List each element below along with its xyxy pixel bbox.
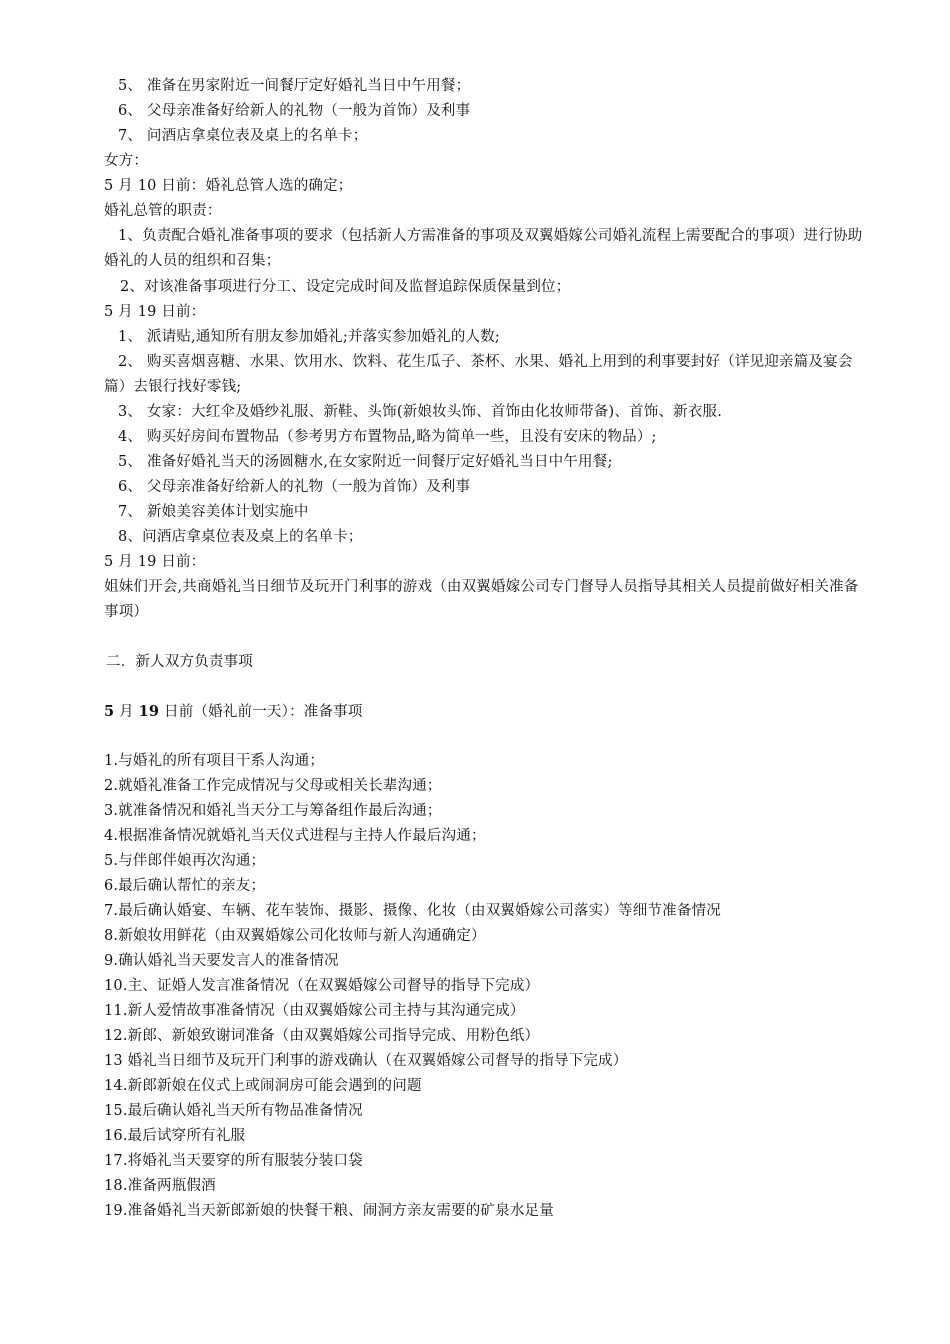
duties-heading: 婚礼总管的职责： xyxy=(104,203,222,219)
subtitle-date-day: 19 xyxy=(138,703,160,720)
prep-item-7: 7.最后确认婚宴、车辆、花车装饰、摄影、摄像、化妆（由双翼婚嫁公司落实）等细节准备情况 xyxy=(104,903,721,919)
duty-1: 1、负责配合婚礼准备事项的要求（包括新人方需准备的事项及双翼婚嫁公司婚礼流程上需要配合的事项）进行协助婚礼的人员的组织和召集； xyxy=(104,228,863,269)
prep-item-16: 16.最后试穿所有礼服 xyxy=(104,1128,246,1144)
prep-item-5: 5.与伴郎伴娘再次沟通； xyxy=(104,853,266,869)
may19-a-heading: 5 月 19 日前： xyxy=(104,304,206,320)
may19-a-item-7: 7、 新娘美容美体计划实施中 xyxy=(118,504,309,520)
prep-item-11: 11.新人爱情故事准备情况（由双翼婚嫁公司主持与其沟通完成） xyxy=(104,1003,525,1019)
prep-item-18: 18.准备两瓶假酒 xyxy=(104,1178,216,1194)
prep-item-9: 9.确认婚礼当天要发言人的准备情况 xyxy=(104,953,339,969)
prep-item-10: 10.主、证婚人发言准备情况（在双翼婚嫁公司督导的指导下完成） xyxy=(104,978,540,994)
may19-b-text: 姐妹们开会,共商婚礼当日细节及玩开门利事的游戏（由双翼婚嫁公司专门督导人员指导其相关人员提前做好相关准备事项） xyxy=(104,579,859,620)
prep-item-12: 12.新郎、新娘致谢词准备（由双翼婚嫁公司指导完成、用粉色纸） xyxy=(104,1028,540,1044)
may10-line: 5 月 10 日前：婚礼总管人选的确定； xyxy=(104,178,353,194)
section2-subtitle xyxy=(104,700,870,725)
prep-item-1: 1.与婚礼的所有项目干系人沟通； xyxy=(104,753,325,769)
prep-item-2: 2.就婚礼准备工作完成情况与父母或相关长辈沟通； xyxy=(104,778,442,794)
may19-a-item-3: 3、 女家：大红伞及婚纱礼服、新鞋、头饰(新娘妆头饰、首饰由化妆师带备)、首饰、新衣服. xyxy=(118,404,723,420)
prep-item-6: 6.最后确认帮忙的亲友； xyxy=(104,878,266,894)
men-item-5: 5、 准备在男家附近一间餐厅定好婚礼当日中午用餐； xyxy=(118,78,471,94)
prep-item-17: 17.将婚礼当天要穿的所有服装分装口袋 xyxy=(104,1153,363,1169)
duty-2: 2、对该准备事项进行分工、设定完成时间及监督追踪保质保量到位； xyxy=(120,279,571,295)
section2-title: 二．新人双方负责事项 xyxy=(106,654,253,670)
subtitle-date-month: 5 xyxy=(104,703,115,720)
prep-item-19: 19.准备婚礼当天新郎新娘的快餐干粮、闹洞方亲友需要的矿泉水足量 xyxy=(104,1203,554,1219)
may19-a-item-2: 2、 购买喜烟喜糖、水果、饮用水、饮料、花生瓜子、茶杯、水果、婚礼上用到的利事要封好（详见迎亲篇及宴会篇）去银行找好零钱; xyxy=(104,354,853,395)
subtitle-rest: 日前（婚礼前一天）：准备事项 xyxy=(159,704,363,720)
prep-item-14: 14.新郎新娘在仪式上或闹洞房可能会遇到的问题 xyxy=(104,1078,422,1094)
may19-a-item-4: 4、 购买好房间布置物品（参考男方布置物品,略为简单一些，且没有安床的物品）; xyxy=(118,429,657,445)
may19-a-item-8: 8、问酒店拿桌位表及桌上的名单卡； xyxy=(118,529,363,545)
prep-item-3: 3.就准备情况和婚礼当天分工与筹备组作最后沟通； xyxy=(104,803,442,819)
prep-item-15: 15.最后确认婚礼当天所有物品准备情况 xyxy=(104,1103,363,1119)
prep-item-13: 13 婚礼当日细节及玩开门利事的游戏确认（在双翼婚嫁公司督导的指导下完成） xyxy=(104,1053,628,1069)
men-item-7: 7、 问酒店拿桌位表及桌上的名单卡； xyxy=(118,128,368,144)
men-item-6: 6、 父母亲准备好给新人的礼物（一般为首饰）及利事 xyxy=(118,103,471,119)
may19-b-heading: 5 月 19 日前： xyxy=(104,554,206,570)
may19-a-item-1: 1、 派请贴,通知所有朋友参加婚礼;并落实参加婚礼的人数; xyxy=(118,329,501,345)
may19-a-item-5: 5、 准备好婚礼当天的汤圆糖水,在女家附近一间餐厅定好婚礼当日中午用餐; xyxy=(118,454,613,470)
subtitle-date-sep: 月 xyxy=(114,704,139,720)
prep-item-8: 8.新娘妆用鲜花（由双翼婚嫁公司化妆师与新人沟通确定） xyxy=(104,928,486,944)
prep-item-4: 4.根据准备情况就婚礼当天仪式进程与主持人作最后沟通； xyxy=(104,828,486,844)
may19-a-item-6: 6、 父母亲准备好给新人的礼物（一般为首饰）及利事 xyxy=(118,479,471,495)
women-heading: 女方： xyxy=(104,153,149,169)
